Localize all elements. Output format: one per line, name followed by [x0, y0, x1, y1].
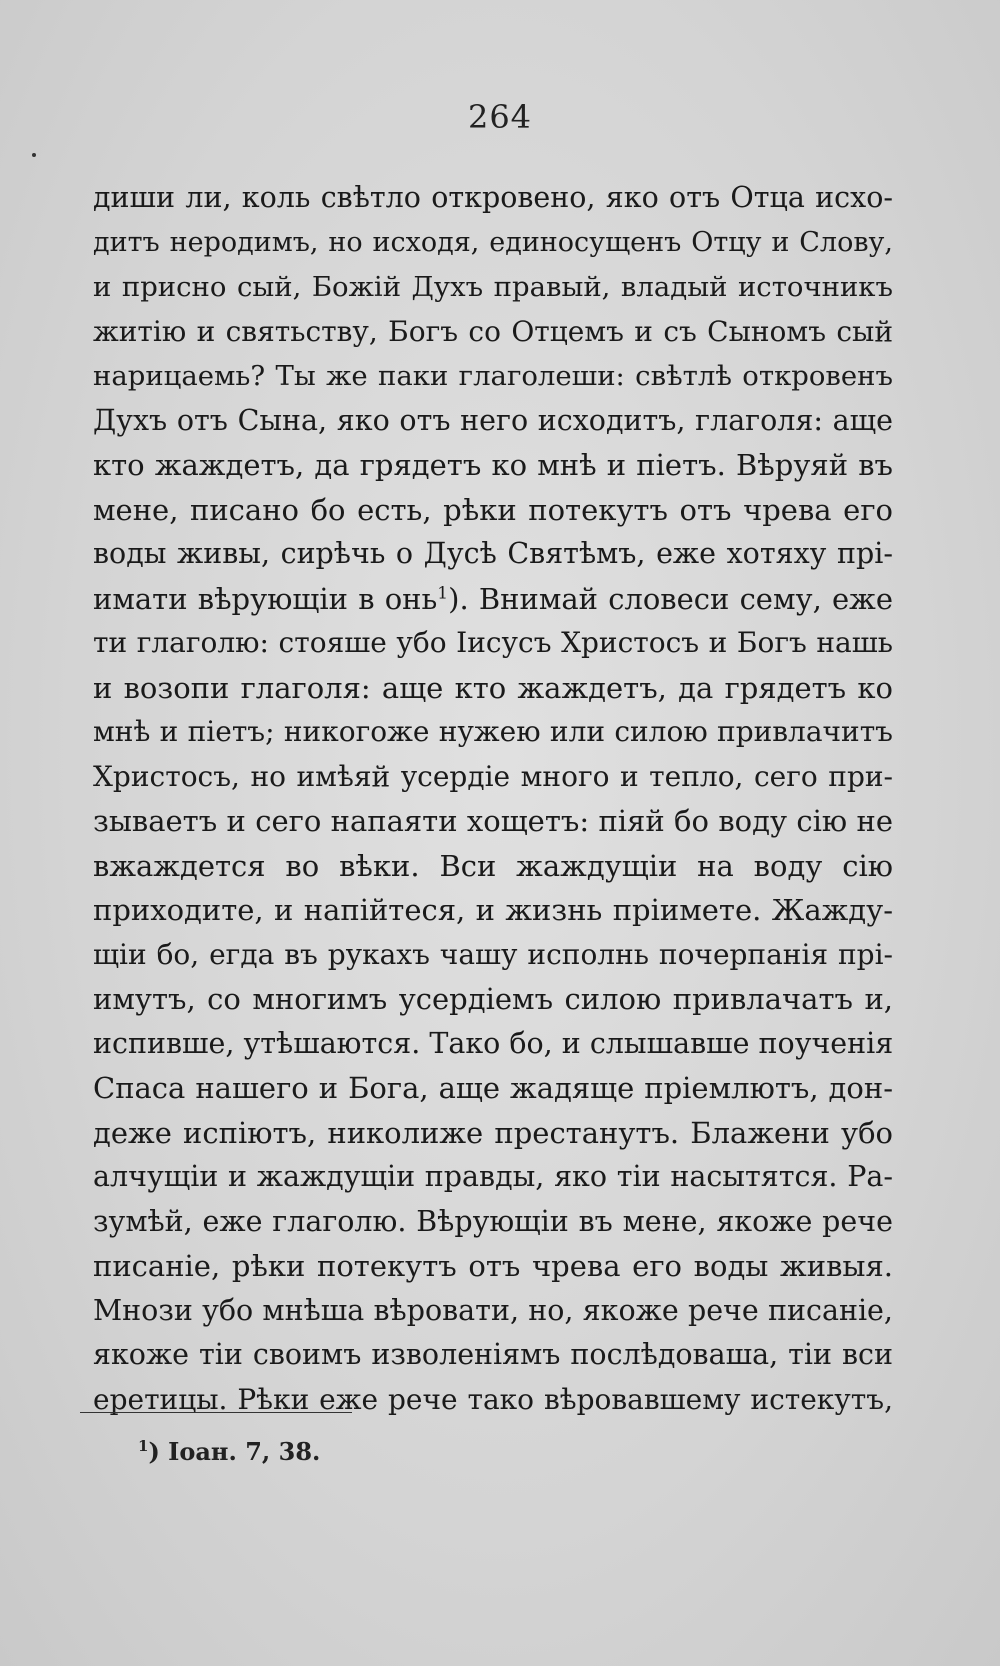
text-line: зумѣй, еже глаголю. Вѣрующіи въ мене, якоже рече [93, 1204, 893, 1238]
text-line: и возопи глаголя: аще кто жаждетъ, да грядетъ ко [93, 670, 893, 705]
footnote-reference: 1 [437, 582, 449, 603]
text-line: Христосъ, но имѣяй усердіе много и тепло, сего при- [93, 759, 893, 793]
text-line: житію и святьству, Богъ со Отцемъ и съ Сыномъ сый [93, 314, 893, 348]
text-segment: имати вѣрующіи в онь [93, 581, 438, 616]
text-line: и присно сый, Божій Духъ правый, владый источникъ [93, 271, 893, 303]
text-segment: ). Внимай словеси сему, еже [448, 581, 893, 616]
text-line: мене, писано бо есть, рѣки потекутъ отъ чрева его [93, 492, 893, 527]
text-line: ти глаголю: стояше убо Іисусъ Христосъ и Богъ нашь [93, 626, 893, 659]
text-line: еретицы. Рѣки еже рече тако вѣровавшему истекутъ, [93, 1382, 893, 1416]
text-line: нарицаемь? Ты же паки глаголеши: свѣтлѣ откровенъ [93, 360, 893, 392]
text-line: воды живы, сирѣчь о Дусѣ Святѣмъ, еже хотяху прі- [93, 537, 893, 570]
text-line: испивше, утѣшаются. Тако бо, и слышавше поученія [93, 1026, 893, 1060]
footnote-mark: 1 [138, 1437, 149, 1455]
text-line: имутъ, со многимъ усердіемъ силою привлачатъ и, [93, 982, 893, 1016]
text-line: Мнози убо мнѣша вѣровати, но, якоже рече писаніе, [93, 1293, 893, 1327]
text-line: диши ли, коль свѣтло откровено, яко отъ Отца исхо- [93, 181, 893, 214]
footnote [138, 1437, 320, 1466]
text-line: мнѣ и піетъ; никогоже нужею или силою привлачитъ [93, 715, 893, 748]
ink-speck [32, 153, 36, 157]
text-line: деже испіютъ, николиже престанутъ. Блажени убо [93, 1115, 893, 1150]
footnote-text: ) Іоан. 7, 38. [148, 1437, 321, 1466]
text-line-with-footnote-ref [93, 577, 893, 622]
text-line: вжаждется во вѣки. Вси жаждущіи на воду сію [93, 848, 893, 883]
text-line: приходите, и напійтеся, и жизнь пріимете. Жажду- [93, 893, 893, 927]
text-line: якоже тіи своимъ изволеніямъ послѣдоваша, тіи вси [93, 1338, 893, 1371]
text-line: зываетъ и сего напаяти хощетъ: піяй бо воду сію не [93, 804, 893, 838]
text-line: Спаса нашего и Бога, аще жадяще пріемлютъ, дон- [93, 1071, 893, 1105]
body-text [93, 176, 893, 1422]
text-line: щіи бо, егда въ рукахъ чашу исполнь почерпанія прі- [93, 937, 893, 971]
text-line: кто жаждетъ, да грядетъ ко мнѣ и піетъ. Вѣруяй въ [93, 448, 893, 482]
text-line: писаніе, рѣки потекутъ отъ чрева его воды живыя. [93, 1249, 893, 1283]
text-line: Духъ отъ Сына, яко отъ него исходитъ, глаголя: аще [93, 403, 893, 437]
text-line: дитъ неродимъ, но исходя, единосущенъ Отцу и Слову, [93, 226, 893, 258]
footnote-divider [80, 1412, 352, 1413]
page-number: 264 [467, 98, 533, 136]
text-line: алчущіи и жаждущіи правды, яко тіи насытятся. Ра- [93, 1160, 893, 1193]
